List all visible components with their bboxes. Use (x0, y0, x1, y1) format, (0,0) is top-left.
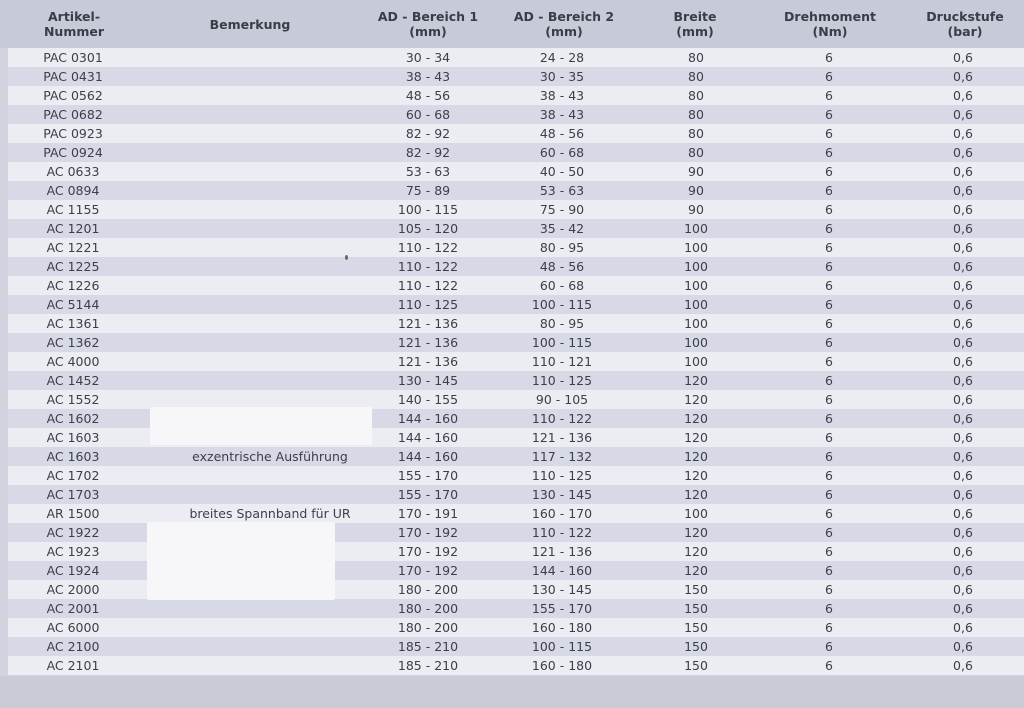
cell-bemerkung (160, 371, 380, 390)
cell-ad-bereich-1: 144 - 160 (397, 430, 459, 445)
cell-ad-bereich-2: 121 - 136 (531, 430, 593, 445)
cell-ad-bereich-2: 100 - 115 (531, 639, 593, 654)
cell-artikel-nummer: AC 5144 (46, 297, 100, 312)
cell-breite: 120 (684, 392, 708, 407)
cell-breite: 120 (684, 411, 708, 426)
cell-breite: 120 (684, 525, 708, 540)
cell-ad-bereich-1: 110 - 125 (397, 297, 459, 312)
cell-druckstufe: 0,6 (953, 259, 973, 274)
cell-ad-bereich-1: 53 - 63 (405, 164, 451, 179)
header-druckstufe: Druckstufe (bar) (926, 9, 1004, 39)
cell-drehmoment: 6 (825, 297, 833, 312)
cell-breite: 80 (688, 50, 704, 65)
cell-bemerkung (160, 276, 380, 295)
cell-ad-bereich-1: 144 - 160 (397, 411, 459, 426)
cell-breite: 120 (684, 544, 708, 559)
cell-ad-bereich-2: 117 - 132 (531, 449, 593, 464)
cell-bemerkung: breites Spannband für UR (189, 506, 351, 521)
cell-ad-bereich-2: 24 - 28 (539, 50, 585, 65)
cell-breite: 80 (688, 107, 704, 122)
cell-breite: 150 (684, 620, 708, 635)
table-header (0, 0, 1024, 48)
cell-ad-bereich-2: 110 - 122 (531, 525, 593, 540)
cell-ad-bereich-1: 30 - 34 (405, 50, 451, 65)
cell-drehmoment: 6 (825, 107, 833, 122)
cell-ad-bereich-2: 160 - 170 (531, 506, 593, 521)
cell-bemerkung (160, 86, 380, 105)
cell-ad-bereich-2: 130 - 145 (531, 582, 593, 597)
cell-ad-bereich-2: 110 - 125 (531, 468, 593, 483)
cell-druckstufe: 0,6 (953, 354, 973, 369)
cell-druckstufe: 0,6 (953, 221, 973, 236)
cell-druckstufe: 0,6 (953, 468, 973, 483)
table-row (8, 86, 1024, 105)
cell-drehmoment: 6 (825, 392, 833, 407)
cell-drehmoment: 6 (825, 50, 833, 65)
cell-breite: 80 (688, 69, 704, 84)
table-row (8, 257, 1024, 276)
cell-artikel-nummer: AC 1225 (46, 259, 100, 274)
cell-drehmoment: 6 (825, 563, 833, 578)
cell-drehmoment: 6 (825, 278, 833, 293)
cell-ad-bereich-1: 170 - 192 (397, 563, 459, 578)
cell-druckstufe: 0,6 (953, 202, 973, 217)
cell-ad-bereich-1: 121 - 136 (397, 316, 459, 331)
cell-breite: 100 (684, 278, 708, 293)
cell-artikel-nummer: AC 1602 (46, 411, 100, 426)
cell-artikel-nummer: AC 2101 (46, 658, 100, 673)
cell-artikel-nummer: AC 1703 (46, 487, 100, 502)
cell-druckstufe: 0,6 (953, 449, 973, 464)
cell-druckstufe: 0,6 (953, 107, 973, 122)
cell-ad-bereich-1: 82 - 92 (405, 126, 451, 141)
cell-drehmoment: 6 (825, 335, 833, 350)
cell-ad-bereich-1: 48 - 56 (405, 88, 451, 103)
cell-bemerkung (160, 295, 380, 314)
cell-drehmoment: 6 (825, 69, 833, 84)
cell-druckstufe: 0,6 (953, 411, 973, 426)
cell-breite: 90 (688, 183, 704, 198)
cell-breite: 100 (684, 506, 708, 521)
cell-druckstufe: 0,6 (953, 544, 973, 559)
table-row (8, 637, 1024, 656)
cell-drehmoment: 6 (825, 601, 833, 616)
cell-drehmoment: 6 (825, 221, 833, 236)
cell-ad-bereich-1: 180 - 200 (397, 620, 459, 635)
cell-breite: 120 (684, 449, 708, 464)
cell-bemerkung (160, 162, 380, 181)
cell-ad-bereich-2: 38 - 43 (539, 88, 585, 103)
cell-artikel-nummer: AC 1362 (46, 335, 100, 350)
cell-ad-bereich-2: 100 - 115 (531, 297, 593, 312)
cell-bemerkung (160, 143, 380, 162)
cell-druckstufe: 0,6 (953, 278, 973, 293)
cell-ad-bereich-1: 110 - 122 (397, 240, 459, 255)
cell-druckstufe: 0,6 (953, 601, 973, 616)
header-bemerkung: Bemerkung (209, 16, 291, 32)
cell-ad-bereich-1: 180 - 200 (397, 601, 459, 616)
cell-breite: 100 (684, 354, 708, 369)
cell-ad-bereich-2: 48 - 56 (539, 126, 585, 141)
header-breite: Breite (mm) (673, 9, 717, 39)
cell-drehmoment: 6 (825, 354, 833, 369)
cell-drehmoment: 6 (825, 525, 833, 540)
cell-breite: 100 (684, 335, 708, 350)
cell-druckstufe: 0,6 (953, 50, 973, 65)
cell-artikel-nummer: PAC 0923 (43, 126, 103, 141)
cell-ad-bereich-2: 35 - 42 (539, 221, 585, 236)
header-artikel-nummer: Artikel- Nummer (43, 9, 105, 39)
cell-druckstufe: 0,6 (953, 582, 973, 597)
cell-artikel-nummer: PAC 0924 (43, 145, 103, 160)
cell-druckstufe: 0,6 (953, 88, 973, 103)
cell-druckstufe: 0,6 (953, 164, 973, 179)
cell-ad-bereich-1: 110 - 122 (397, 259, 459, 274)
cell-artikel-nummer: AC 2000 (46, 582, 100, 597)
table-row (8, 105, 1024, 124)
cell-bemerkung (160, 599, 380, 618)
cell-drehmoment: 6 (825, 639, 833, 654)
cell-druckstufe: 0,6 (953, 183, 973, 198)
cell-ad-bereich-2: 75 - 90 (539, 202, 585, 217)
cell-artikel-nummer: AC 1452 (46, 373, 100, 388)
cell-artikel-nummer: AC 1603 (46, 430, 100, 445)
cell-breite: 100 (684, 221, 708, 236)
cell-bemerkung (160, 352, 380, 371)
cell-ad-bereich-2: 80 - 95 (539, 240, 585, 255)
cell-ad-bereich-1: 105 - 120 (397, 221, 459, 236)
cell-bemerkung (160, 485, 380, 504)
cell-ad-bereich-2: 60 - 68 (539, 145, 585, 160)
cell-drehmoment: 6 (825, 468, 833, 483)
cell-ad-bereich-1: 170 - 192 (397, 544, 459, 559)
cell-ad-bereich-1: 170 - 191 (397, 506, 459, 521)
table-row (8, 162, 1024, 181)
cell-drehmoment: 6 (825, 373, 833, 388)
cell-breite: 80 (688, 88, 704, 103)
redaction-patch (150, 407, 372, 445)
cell-artikel-nummer: AC 1924 (46, 563, 100, 578)
cell-bemerkung (160, 48, 380, 67)
cell-ad-bereich-1: 100 - 115 (397, 202, 459, 217)
cell-ad-bereich-2: 80 - 95 (539, 316, 585, 331)
table-row (8, 599, 1024, 618)
cell-artikel-nummer: AC 4000 (46, 354, 100, 369)
table-row (8, 656, 1024, 675)
cell-druckstufe: 0,6 (953, 563, 973, 578)
cell-ad-bereich-2: 48 - 56 (539, 259, 585, 274)
table-row (8, 466, 1024, 485)
table-row (8, 504, 1024, 523)
cell-artikel-nummer: AC 1221 (46, 240, 100, 255)
cell-breite: 100 (684, 259, 708, 274)
cell-ad-bereich-1: 140 - 155 (397, 392, 459, 407)
cell-artikel-nummer: PAC 0431 (43, 69, 103, 84)
cell-druckstufe: 0,6 (953, 335, 973, 350)
cell-bemerkung (160, 656, 380, 675)
cell-druckstufe: 0,6 (953, 373, 973, 388)
cell-breite: 100 (684, 316, 708, 331)
cell-ad-bereich-2: 155 - 170 (531, 601, 593, 616)
cell-ad-bereich-1: 60 - 68 (405, 107, 451, 122)
cell-drehmoment: 6 (825, 658, 833, 673)
table-row (8, 219, 1024, 238)
cell-ad-bereich-2: 110 - 121 (531, 354, 593, 369)
header-ad-bereich-2: AD - Bereich 2 (mm) (513, 9, 615, 39)
cell-drehmoment: 6 (825, 316, 833, 331)
cell-bemerkung (160, 333, 380, 352)
cell-drehmoment: 6 (825, 430, 833, 445)
scan-speck (345, 255, 348, 260)
table-row (8, 352, 1024, 371)
table-row (8, 333, 1024, 352)
cell-artikel-nummer: AC 1201 (46, 221, 100, 236)
cell-ad-bereich-1: 75 - 89 (405, 183, 451, 198)
cell-bemerkung (160, 637, 380, 656)
cell-ad-bereich-1: 170 - 192 (397, 525, 459, 540)
cell-drehmoment: 6 (825, 487, 833, 502)
cell-ad-bereich-1: 155 - 170 (397, 487, 459, 502)
cell-drehmoment: 6 (825, 506, 833, 521)
cell-bemerkung (160, 466, 380, 485)
cell-breite: 100 (684, 297, 708, 312)
cell-breite: 100 (684, 240, 708, 255)
cell-ad-bereich-2: 60 - 68 (539, 278, 585, 293)
cell-druckstufe: 0,6 (953, 506, 973, 521)
cell-drehmoment: 6 (825, 620, 833, 635)
cell-drehmoment: 6 (825, 183, 833, 198)
table-row (8, 447, 1024, 466)
cell-breite: 120 (684, 468, 708, 483)
cell-drehmoment: 6 (825, 126, 833, 141)
cell-breite: 150 (684, 658, 708, 673)
cell-ad-bereich-2: 110 - 122 (531, 411, 593, 426)
cell-ad-bereich-2: 40 - 50 (539, 164, 585, 179)
cell-artikel-nummer: AC 1603 (46, 449, 100, 464)
table-row (8, 124, 1024, 143)
page-footer-band (0, 676, 1024, 708)
cell-breite: 150 (684, 639, 708, 654)
cell-breite: 90 (688, 202, 704, 217)
cell-drehmoment: 6 (825, 240, 833, 255)
cell-ad-bereich-1: 185 - 210 (397, 658, 459, 673)
cell-ad-bereich-2: 160 - 180 (531, 620, 593, 635)
cell-artikel-nummer: AC 1226 (46, 278, 100, 293)
cell-artikel-nummer: AC 1923 (46, 544, 100, 559)
cell-ad-bereich-1: 185 - 210 (397, 639, 459, 654)
cell-drehmoment: 6 (825, 202, 833, 217)
cell-breite: 150 (684, 582, 708, 597)
cell-ad-bereich-1: 130 - 145 (397, 373, 459, 388)
cell-drehmoment: 6 (825, 411, 833, 426)
cell-artikel-nummer: PAC 0562 (43, 88, 103, 103)
cell-ad-bereich-1: 155 - 170 (397, 468, 459, 483)
cell-artikel-nummer: AC 1552 (46, 392, 100, 407)
cell-bemerkung (160, 618, 380, 637)
cell-ad-bereich-2: 144 - 160 (531, 563, 593, 578)
cell-artikel-nummer: AC 1155 (46, 202, 100, 217)
cell-breite: 120 (684, 373, 708, 388)
cell-druckstufe: 0,6 (953, 316, 973, 331)
cell-ad-bereich-2: 160 - 180 (531, 658, 593, 673)
cell-artikel-nummer: PAC 0682 (43, 107, 103, 122)
cell-bemerkung (160, 219, 380, 238)
cell-druckstufe: 0,6 (953, 620, 973, 635)
table-row (8, 181, 1024, 200)
cell-artikel-nummer: PAC 0301 (43, 50, 103, 65)
cell-bemerkung (160, 124, 380, 143)
cell-drehmoment: 6 (825, 582, 833, 597)
cell-artikel-nummer: AC 2100 (46, 639, 100, 654)
cell-druckstufe: 0,6 (953, 297, 973, 312)
cell-breite: 120 (684, 563, 708, 578)
cell-ad-bereich-2: 90 - 105 (535, 392, 589, 407)
cell-artikel-nummer: AC 1361 (46, 316, 100, 331)
cell-druckstufe: 0,6 (953, 525, 973, 540)
cell-artikel-nummer: AR 1500 (46, 506, 100, 521)
cell-ad-bereich-1: 121 - 136 (397, 354, 459, 369)
cell-ad-bereich-1: 82 - 92 (405, 145, 451, 160)
cell-druckstufe: 0,6 (953, 392, 973, 407)
cell-breite: 120 (684, 430, 708, 445)
cell-bemerkung (160, 238, 380, 257)
table-row (8, 295, 1024, 314)
cell-druckstufe: 0,6 (953, 145, 973, 160)
table-row (8, 371, 1024, 390)
cell-druckstufe: 0,6 (953, 658, 973, 673)
cell-druckstufe: 0,6 (953, 639, 973, 654)
cell-bemerkung (160, 200, 380, 219)
cell-ad-bereich-2: 110 - 125 (531, 373, 593, 388)
cell-artikel-nummer: AC 6000 (46, 620, 100, 635)
cell-bemerkung (160, 314, 380, 333)
table-row (8, 314, 1024, 333)
cell-drehmoment: 6 (825, 544, 833, 559)
cell-ad-bereich-2: 130 - 145 (531, 487, 593, 502)
cell-drehmoment: 6 (825, 145, 833, 160)
cell-drehmoment: 6 (825, 449, 833, 464)
cell-artikel-nummer: AC 1922 (46, 525, 100, 540)
cell-breite: 120 (684, 487, 708, 502)
cell-ad-bereich-2: 38 - 43 (539, 107, 585, 122)
header-ad-bereich-1: AD - Bereich 1 (mm) (377, 9, 479, 39)
cell-ad-bereich-1: 38 - 43 (405, 69, 451, 84)
cell-drehmoment: 6 (825, 88, 833, 103)
cell-ad-bereich-2: 100 - 115 (531, 335, 593, 350)
table-row (8, 143, 1024, 162)
cell-ad-bereich-1: 121 - 136 (397, 335, 459, 350)
cell-druckstufe: 0,6 (953, 487, 973, 502)
cell-druckstufe: 0,6 (953, 126, 973, 141)
table-row (8, 48, 1024, 67)
table-row (8, 485, 1024, 504)
cell-artikel-nummer: AC 1702 (46, 468, 100, 483)
cell-breite: 150 (684, 601, 708, 616)
cell-druckstufe: 0,6 (953, 69, 973, 84)
cell-breite: 80 (688, 126, 704, 141)
table-row (8, 67, 1024, 86)
cell-ad-bereich-1: 144 - 160 (397, 449, 459, 464)
cell-bemerkung (160, 181, 380, 200)
cell-ad-bereich-2: 121 - 136 (531, 544, 593, 559)
cell-druckstufe: 0,6 (953, 430, 973, 445)
cell-druckstufe: 0,6 (953, 240, 973, 255)
cell-bemerkung (160, 105, 380, 124)
redaction-patch (147, 522, 335, 600)
cell-bemerkung: exzentrische Ausführung (192, 449, 348, 464)
table-row (8, 276, 1024, 295)
table-row (8, 238, 1024, 257)
table-row (8, 200, 1024, 219)
cell-ad-bereich-1: 180 - 200 (397, 582, 459, 597)
cell-drehmoment: 6 (825, 259, 833, 274)
cell-breite: 90 (688, 164, 704, 179)
cell-ad-bereich-2: 30 - 35 (539, 69, 585, 84)
cell-artikel-nummer: AC 0894 (46, 183, 100, 198)
table-row (8, 618, 1024, 637)
cell-breite: 80 (688, 145, 704, 160)
cell-ad-bereich-1: 110 - 122 (397, 278, 459, 293)
header-drehmoment: Drehmoment (Nm) (784, 9, 876, 39)
cell-artikel-nummer: AC 0633 (46, 164, 100, 179)
cell-drehmoment: 6 (825, 164, 833, 179)
cell-bemerkung (160, 67, 380, 86)
cell-ad-bereich-2: 53 - 63 (539, 183, 585, 198)
cell-artikel-nummer: AC 2001 (46, 601, 100, 616)
